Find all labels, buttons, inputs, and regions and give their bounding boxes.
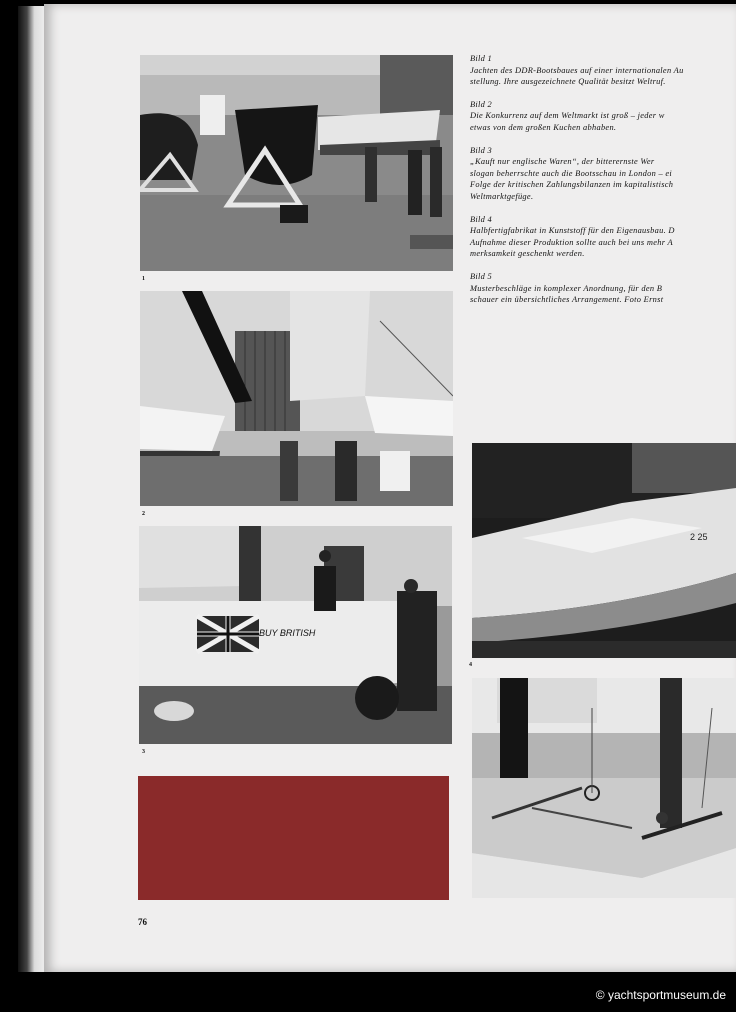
caption-bild-3 xyxy=(470,145,736,203)
caption-line: Folge der kritischen Zahlungsbilanzen im kapitalistisch xyxy=(470,180,674,190)
photo-5-fittings-display xyxy=(472,678,736,898)
caption-bild-5 xyxy=(470,271,736,306)
caption-line: „Kauft nur englische Waren“, der bitterernste Wer xyxy=(470,157,655,167)
caption-title: Bild 5 xyxy=(470,271,493,281)
caption-line: Weltmarktgefüge. xyxy=(470,191,534,201)
page-number: 76 xyxy=(138,917,147,927)
caption-line: Die Konkurrenz auf dem Weltmarkt ist groß – jeder w xyxy=(470,111,665,121)
caption-line: stellung. Ihre ausgezeichnete Qualität besitzt Weltruf. xyxy=(470,77,666,87)
hull-number-text: 2 25 xyxy=(690,532,708,542)
caption-title: Bild 1 xyxy=(470,54,493,63)
caption-bild-2 xyxy=(470,99,736,134)
caption-line: merksamkeit geschenkt werden. xyxy=(470,249,585,259)
color-block xyxy=(138,776,449,900)
photo-4-plastic-hull xyxy=(472,443,736,658)
buy-british-text: BUY BRITISH xyxy=(259,628,316,638)
caption-line: Jachten des DDR-Bootsbaues auf einer internationalen Au xyxy=(470,65,684,75)
caption-line: Aufnahme dieser Produktion sollte auch bei uns mehr A xyxy=(470,237,673,247)
captions-column xyxy=(470,53,736,317)
photo-3-buy-british-boat xyxy=(139,526,452,744)
caption-bild-4 xyxy=(470,214,736,260)
figure-number-1: 1 xyxy=(142,276,145,282)
caption-bild-1 xyxy=(470,53,736,88)
caption-line: etwas von dem großen Kuchen abhaben. xyxy=(470,122,617,132)
caption-title: Bild 2 xyxy=(470,99,493,109)
caption-title: Bild 4 xyxy=(470,214,493,224)
photo-1-boat-show xyxy=(140,55,453,271)
caption-line: Halbfertigfabrikat in Kunststoff für den Eigenausbau. D xyxy=(470,226,675,236)
watermark: © yachtsportmuseum.de xyxy=(595,988,726,1002)
caption-line: schauer ein übersichtliches Arrangement. Foto Ernst xyxy=(470,295,664,305)
caption-line: slogan beherrschte auch die Bootsschau in London – ei xyxy=(470,168,672,178)
figure-number-2: 2 xyxy=(142,511,145,517)
photo-2-sailboats-hall xyxy=(140,291,453,506)
caption-line: Musterbeschläge in komplexer Anordnung, für den B xyxy=(470,283,663,293)
caption-title: Bild 3 xyxy=(470,145,493,155)
figure-number-4: 4 xyxy=(469,662,472,668)
figure-number-3: 3 xyxy=(142,749,145,755)
